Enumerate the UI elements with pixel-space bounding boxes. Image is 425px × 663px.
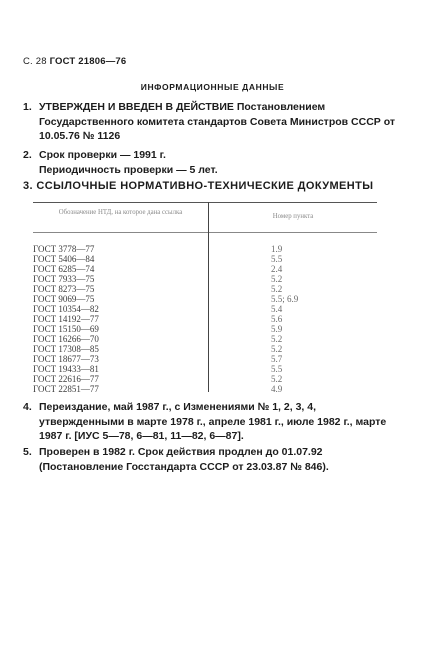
section-title: ИНФОРМАЦИОННЫЕ ДАННЫЕ [140,82,285,92]
revision-text: Проверен в 1982 г. Срок действия продлен до 01.07.92 (Постановление Госстандарта СССР от 23.03.87 № 846). [39,446,329,473]
item-number: 2. [23,149,32,161]
table-row: ГОСТ 5406—84 5.5 [33,254,283,264]
table-row: ГОСТ 3778—77 1.9 [33,244,283,254]
table-row: ГОСТ 22616—77 5.2 [33,374,283,384]
table-row: ГОСТ 17308—85 5.2 [33,344,283,354]
table-row: ГОСТ 9069—75 5.5; 6.9 [33,294,299,304]
check-date: Срок проверки — 1991 г. [39,149,166,161]
table-row: ГОСТ 6285—74 2.4 [33,264,283,274]
table-row: ГОСТ 22851—77 4.9 [33,384,283,394]
table-row: ГОСТ 18677—73 5.7 [33,354,283,364]
page-header [23,56,126,67]
standard-code: ГОСТ 21806—76 [49,56,127,67]
approval-date: 10.05.76 № 1126 [39,130,121,142]
item-reissue [23,400,403,444]
item-number: 1. [23,101,32,113]
table-row: ГОСТ 15150—69 5.9 [33,324,283,334]
table-row: ГОСТ 7933—75 5.2 [33,274,283,284]
item-revision [23,445,403,474]
table-top-rule [33,202,377,203]
item-check-period [23,148,403,177]
column-header-point: Номер пункта [272,213,314,220]
reissue-text: Переиздание, май 1987 г., с Изменениями № 1, 2, 3, 4, утвержденными в марте 1978 г., апреле 1981 г., июле 1982 г., марте 1987 г. [ИУС 5—78, 6—81, 11—82, 6—87]. [39,401,387,442]
column-header-document: Обозначение НТД, на которое дана ссылка [58,209,183,216]
table-row: ГОСТ 16266—70 5.2 [33,334,283,344]
item-number: 4. [23,401,32,413]
approval-heading: УТВЕРЖДЕН И ВВЕДЕН В ДЕЙСТВИЕ [39,101,234,113]
references-heading: 3. ССЫЛОЧНЫЕ НОРМАТИВНО-ТЕХНИЧЕСКИЕ ДОКУМЕНТЫ [23,180,374,192]
table-row: ГОСТ 19433—81 5.5 [33,364,283,374]
references-table [33,202,377,392]
check-periodicity: Периодичность проверки — 5 лет. [39,163,218,176]
item-approval [23,100,403,144]
table-row: ГОСТ 8273—75 5.2 [33,284,283,294]
page-number: С. 28 [23,56,47,67]
table-row: ГОСТ 10354—82 5.4 [33,304,283,314]
table-header-rule [33,232,377,233]
table-row: ГОСТ 14192—77 5.6 [33,314,283,324]
item-number: 5. [23,446,32,458]
approval-text: Постановлением Государственного комитета стандартов Совета Министров СССР от [39,101,395,128]
